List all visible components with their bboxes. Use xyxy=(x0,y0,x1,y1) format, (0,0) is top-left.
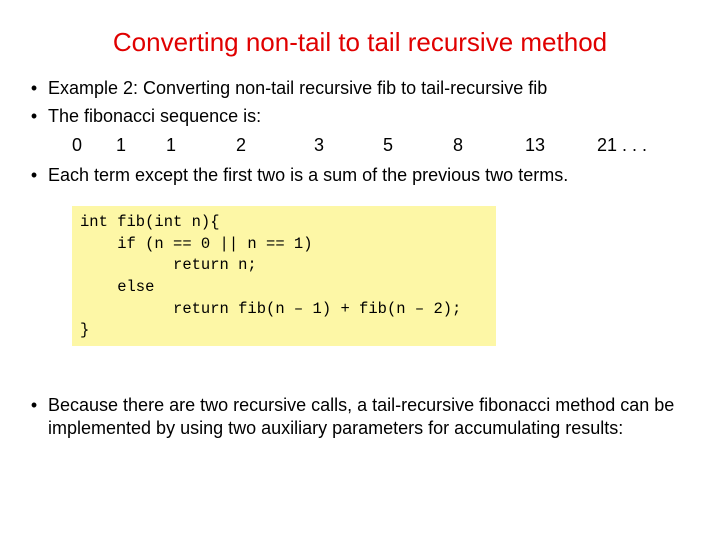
sequence-term: 1 xyxy=(116,135,127,155)
bullet-text: Each term except the first two is a sum of the previous two terms. xyxy=(48,165,569,185)
bullet-closing xyxy=(28,394,698,440)
sequence-term: 2 xyxy=(236,135,247,155)
bullet-icon: • xyxy=(30,395,38,415)
bullet-text: The fibonacci sequence is: xyxy=(48,106,262,126)
sequence-term: 3 xyxy=(314,135,325,155)
bullet-icon: • xyxy=(30,78,38,98)
code-line: return n; xyxy=(80,256,257,274)
bullet-icon: • xyxy=(30,165,38,185)
code-block xyxy=(72,206,496,346)
sequence-term: 5 xyxy=(383,135,394,155)
sequence-term: 21 . . . xyxy=(597,135,648,155)
sequence-term: 0 xyxy=(72,135,83,155)
bullet-text: Example 2: Converting non-tail recursive fib to tail-recursive fib xyxy=(48,78,548,98)
code-line: return fib(n – 1) + fib(n – 2); xyxy=(80,300,462,318)
bullet-text: Because there are two recursive calls, a tail-recursive fibonacci method can be implemented by using two auxiliary parameters for accumulating results: xyxy=(48,395,675,438)
code-line: } xyxy=(80,321,90,339)
sequence-term: 8 xyxy=(453,135,464,155)
slide-title: Converting non-tail to tail recursive method xyxy=(112,27,608,57)
bullet-icon: • xyxy=(30,106,38,126)
code-line: int fib(int n){ xyxy=(80,213,220,231)
sequence-term: 1 xyxy=(166,135,177,155)
code-line: if (n == 0 || n == 1) xyxy=(80,235,313,253)
sequence-term: 13 xyxy=(525,135,546,155)
code-line: else xyxy=(80,278,155,296)
